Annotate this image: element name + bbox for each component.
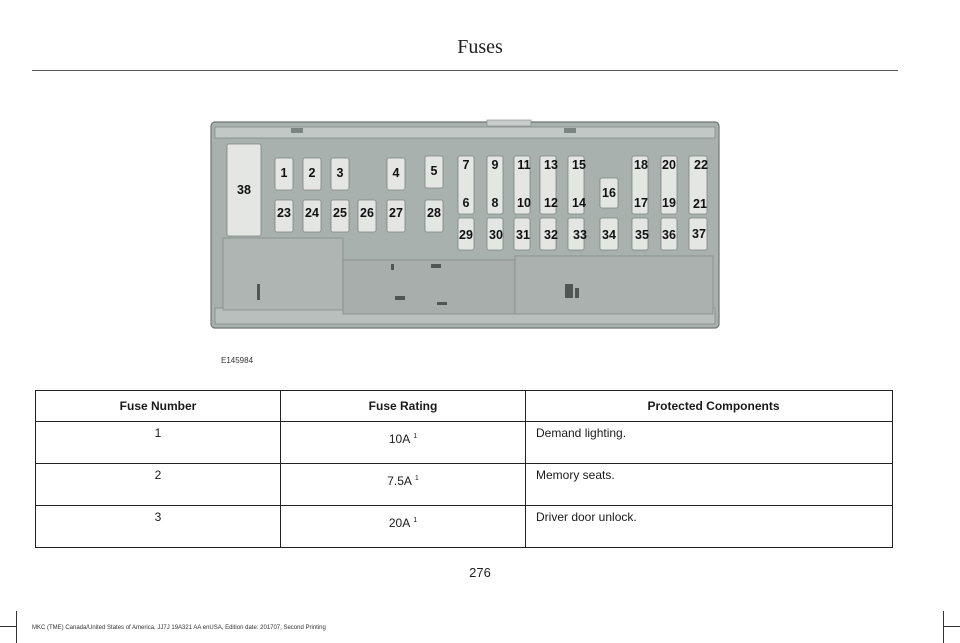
fuse-label-36: 36 bbox=[662, 228, 676, 242]
figure-id: E145984 bbox=[221, 356, 254, 365]
fuse-number-cell: 1 bbox=[36, 422, 281, 464]
footnote-marker: 1 bbox=[413, 433, 418, 440]
fuse-label-11: 11 bbox=[517, 158, 531, 172]
fuse-label-5: 5 bbox=[430, 164, 438, 178]
fuse-label-28: 28 bbox=[427, 206, 441, 220]
fuse-label-10: 10 bbox=[517, 196, 531, 210]
fuse-label-4: 4 bbox=[392, 166, 400, 180]
protected-components-cell: Demand lighting. bbox=[526, 422, 893, 464]
footnote-marker: 1 bbox=[414, 475, 419, 482]
fuse-label-14: 14 bbox=[572, 196, 586, 210]
fuse-table bbox=[35, 390, 893, 548]
fuse-label-8: 8 bbox=[491, 196, 499, 210]
fuse-label-22: 22 bbox=[694, 158, 708, 172]
fuse-label-7: 7 bbox=[462, 158, 470, 172]
fuse-label-24: 24 bbox=[305, 206, 319, 220]
header-fuse-number: Fuse Number bbox=[36, 391, 281, 422]
crop-mark bbox=[944, 626, 960, 627]
fuse-label-15: 15 bbox=[572, 158, 586, 172]
header-protected-components: Protected Components bbox=[526, 391, 893, 422]
fuse-label-25: 25 bbox=[333, 206, 347, 220]
footer-edition-text: MKC (TME) Canada/United States of America, JJ7J 19A321 AA enUSA, Edition date: 201707, Second Printing bbox=[32, 625, 326, 631]
fuse-label-12: 12 bbox=[544, 196, 558, 210]
fuse-label-19: 19 bbox=[662, 196, 676, 210]
header-fuse-rating: Fuse Rating bbox=[281, 391, 526, 422]
crop-mark bbox=[943, 611, 944, 643]
fuse-label-21: 21 bbox=[693, 197, 707, 211]
protected-components-cell: Driver door unlock. bbox=[526, 506, 893, 548]
page-number: 276 bbox=[469, 565, 491, 580]
fuse-label-16: 16 bbox=[602, 186, 616, 200]
fuse-label-29: 29 bbox=[459, 228, 473, 242]
table-row bbox=[36, 422, 893, 464]
fuse-rating-cell bbox=[281, 422, 526, 464]
fuse-rating-value: 20A bbox=[388, 516, 411, 530]
header-rule bbox=[32, 70, 898, 71]
fuse-label-13: 13 bbox=[544, 158, 558, 172]
fuse-label-32: 32 bbox=[544, 228, 558, 242]
fuse-label-35: 35 bbox=[635, 228, 649, 242]
fuse-rating-cell bbox=[281, 506, 526, 548]
table-row bbox=[36, 506, 893, 548]
protected-components-cell: Memory seats. bbox=[526, 464, 893, 506]
fuse-rating-value: 10A bbox=[388, 432, 411, 446]
fuse-number-cell: 3 bbox=[36, 506, 281, 548]
fuse-label-6: 6 bbox=[462, 196, 470, 210]
fuse-panel-svg bbox=[209, 118, 721, 330]
table-row bbox=[36, 464, 893, 506]
fuse-label-9: 9 bbox=[491, 158, 499, 172]
fuse-label-23: 23 bbox=[277, 206, 291, 220]
fuse-label-37: 37 bbox=[692, 227, 706, 241]
fuse-label-27: 27 bbox=[389, 206, 403, 220]
fuse-rating-value: 7.5A bbox=[387, 474, 412, 488]
fuse-rating-cell bbox=[281, 464, 526, 506]
fuse-label-33: 33 bbox=[573, 228, 587, 242]
fuse-label-38: 38 bbox=[237, 183, 251, 197]
fuse-label-26: 26 bbox=[360, 206, 374, 220]
fuse-label-34: 34 bbox=[602, 228, 616, 242]
table-header-row bbox=[36, 391, 893, 422]
fuse-label-20: 20 bbox=[662, 158, 676, 172]
fuse-label-18: 18 bbox=[634, 158, 648, 172]
fuse-label-30: 30 bbox=[489, 228, 503, 242]
fuse-label-17: 17 bbox=[634, 196, 648, 210]
fuse-label-2: 2 bbox=[308, 166, 316, 180]
crop-mark bbox=[16, 611, 17, 643]
footnote-marker: 1 bbox=[413, 517, 418, 524]
fuse-label-1: 1 bbox=[280, 166, 288, 180]
fuse-number-cell: 2 bbox=[36, 464, 281, 506]
fuse-label-3: 3 bbox=[336, 166, 344, 180]
crop-mark bbox=[0, 626, 16, 627]
page-title: Fuses bbox=[457, 36, 503, 58]
fuse-label-31: 31 bbox=[516, 228, 530, 242]
fuse-panel-diagram bbox=[209, 118, 721, 330]
